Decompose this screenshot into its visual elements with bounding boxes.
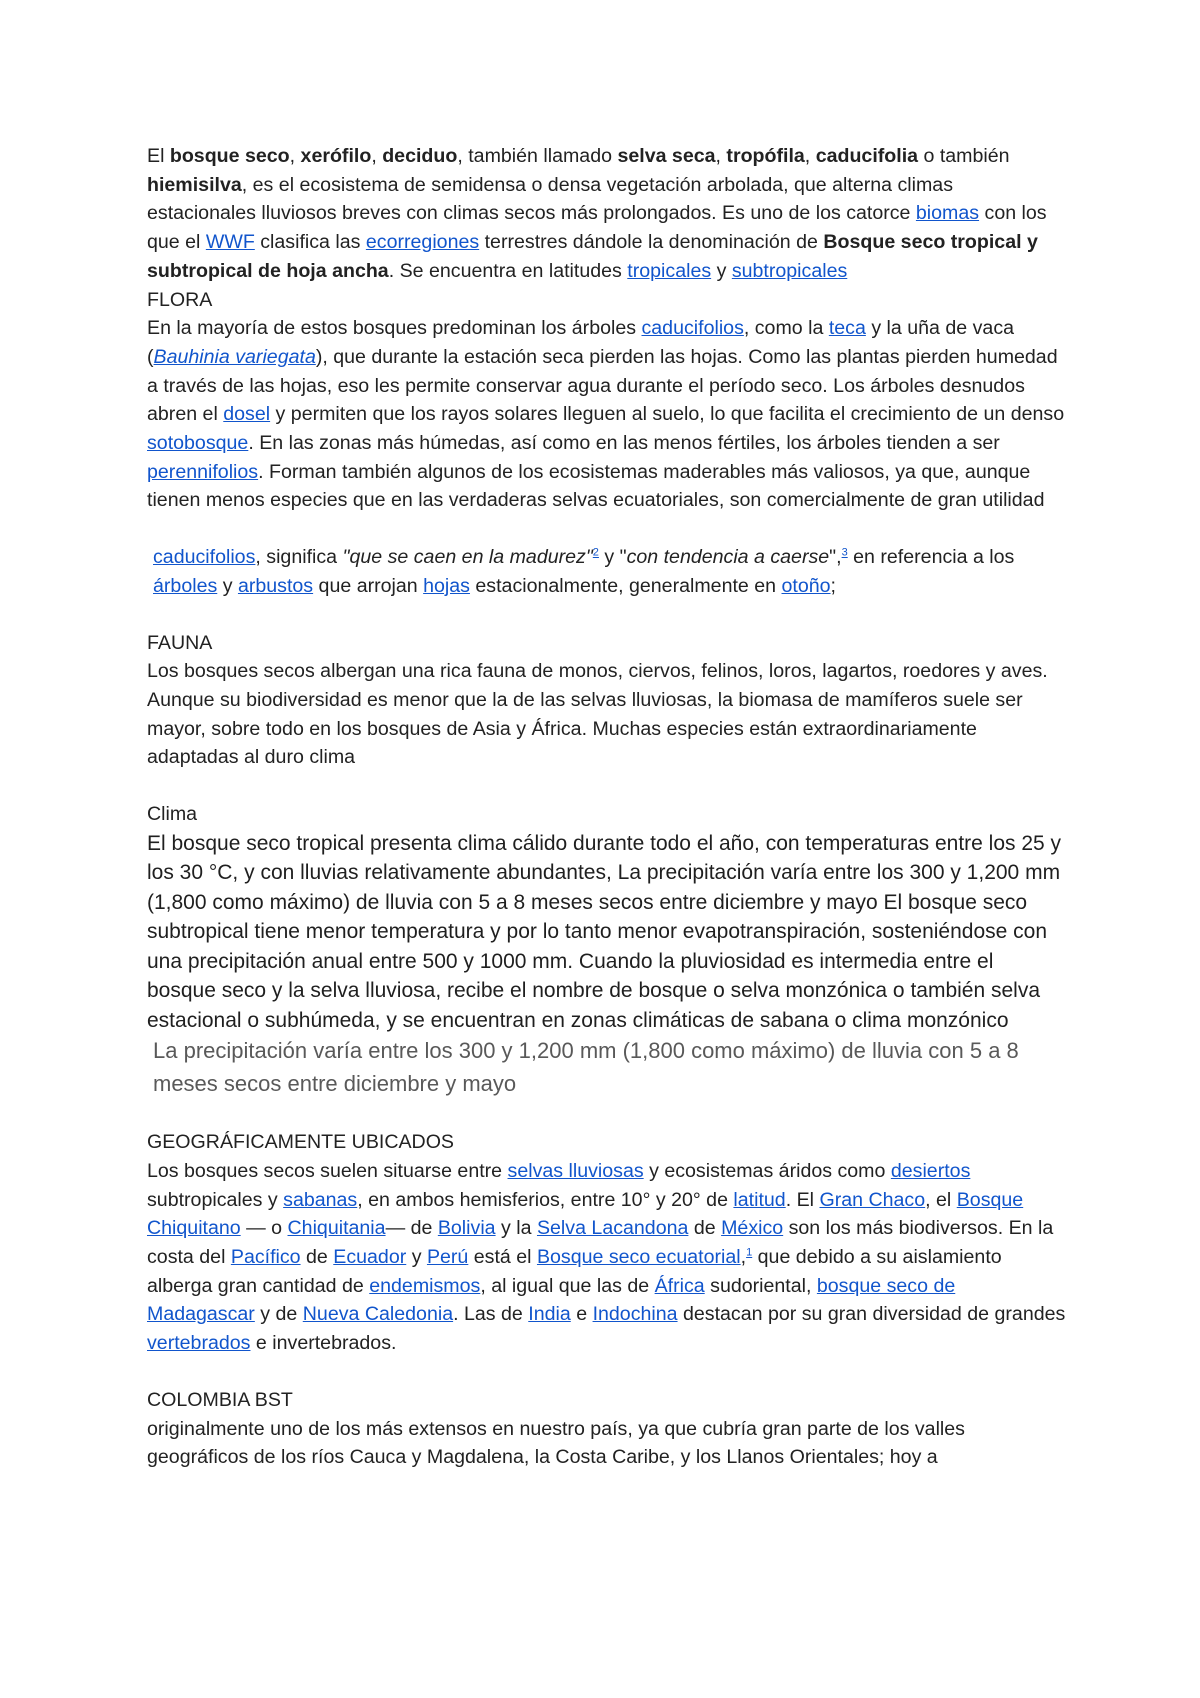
text: estacionalmente, generalmente en [469,574,782,597]
link-latitud[interactable]: latitud [733,1188,786,1211]
text: y la [495,1217,537,1240]
text: , como la [743,317,829,340]
text: clasifica las [254,231,366,254]
text: y permiten que los rayos solares lleguen al suelo, lo que facilita el crecimiento de un denso [270,403,1065,426]
bold-term: xerófilo [300,145,372,167]
text: . Se encuentra en latitudes [388,259,628,282]
link-teca[interactable]: teca [828,317,866,340]
text: o también [918,145,1010,167]
text: destacan por su gran diversidad de grandes [677,1303,1066,1326]
link-arboles[interactable]: árboles [153,574,218,597]
link-vertebrados[interactable]: vertebrados [147,1332,251,1355]
footnote-ref-1[interactable]: 1 [746,1246,753,1259]
caducifolios-paragraph [147,543,1067,600]
text: y la uña de vaca ( [147,317,1015,368]
text: . El [785,1188,820,1211]
text: con los que el [147,202,1047,254]
link-arbustos[interactable]: arbustos [237,574,314,597]
bold-term: hiemisilva [147,173,242,196]
link-tropicales[interactable]: tropicales [627,259,712,282]
colombia-paragraph: originalmente uno de los más extensos en nuestro país, ya que cubría gran parte de los valles geográficos de los ríos Cauca y Magdalena, la Costa Caribe, y los Llanos Orientales; hoy a [147,1417,965,1469]
text: , al igual que las de [480,1274,655,1297]
text: ), que durante la estación seca pierden las hojas. Como las plantas pierden humedad a través de las hojas, eso les permite conservar agua durante el período seco. Los árboles desnudos abren el [147,345,1058,426]
text: de [688,1217,722,1240]
text: — de [385,1217,438,1240]
link-nueva-caledonia[interactable]: Nueva Caledonia [302,1303,454,1326]
link-selva-lacandona[interactable]: Selva Lacandona [536,1217,689,1240]
link-sabanas[interactable]: sabanas [283,1188,358,1211]
link-perennifolios[interactable]: perennifolios [147,460,259,483]
text: que arrojan [313,574,424,597]
link-bolivia[interactable]: Bolivia [437,1217,496,1240]
geo-heading: GEOGRÁFICAMENTE UBICADOS [147,1131,455,1154]
spacer [147,1358,1067,1386]
text: , [371,145,383,167]
link-dosel[interactable]: dosel [223,403,271,426]
link-africa[interactable]: África [654,1274,705,1297]
text: , el [925,1188,957,1211]
text: está el [468,1246,537,1269]
footnote-ref-2[interactable]: 2 [592,546,599,559]
bold-term: tropófila [726,145,805,167]
link-mexico[interactable]: México [721,1217,784,1240]
link-pacifico[interactable]: Pacífico [230,1246,301,1269]
text: son los más biodiversos. En la costa del [147,1217,1054,1269]
link-caducifolios-2[interactable]: caducifolios [153,546,256,569]
text: En la mayoría de estos bosques predominan los árboles [147,317,642,340]
clima-note: La precipitación varía entre los 300 y 1,200 mm (1,800 como máximo) de lluvia con 5 a 8 meses secos entre diciembre y mayo [153,1038,1019,1096]
italic-quote: con tendencia a caerse [626,546,830,569]
link-bosque-seco-ecuatorial[interactable]: Bosque seco ecuatorial [536,1246,741,1269]
link-selvas-lluviosas[interactable]: selvas lluviosas [507,1159,644,1182]
bold-term: bosque seco [169,145,290,167]
link-sotobosque[interactable]: sotobosque [147,432,249,455]
fauna-heading: FAUNA [147,631,213,654]
link-wwf[interactable]: WWF [205,231,255,254]
footnote-ref-3[interactable]: 3 [841,546,848,559]
text: y [711,259,732,282]
bold-term: caducifolia [815,145,919,167]
spacer [147,515,1067,543]
text: que debido a su aislamiento alberga gran cantidad de [147,1246,1002,1297]
link-bosque-chiquitano[interactable]: Bosque Chiquitano [147,1188,1024,1240]
text: ; [830,574,836,597]
document-page [147,142,1067,1472]
text: , [740,1246,747,1269]
link-desiertos[interactable]: desiertos [890,1159,971,1182]
link-ecuador[interactable]: Ecuador [333,1246,407,1269]
spacer [147,601,1067,629]
text: y ecosistemas áridos como [643,1159,891,1182]
clima-heading: Clima [147,803,198,826]
text: , [804,145,816,167]
bold-term: Bosque seco tropical y subtropical de hoja ancha [147,231,1038,282]
link-endemismos[interactable]: endemismos [369,1274,481,1297]
text: y [217,574,238,597]
text: , es el ecosistema de semidensa o densa vegetación arbolada, que alterna climas estacionales lluviosos breves con climas secos más prolongados. Es uno de los catorce [147,173,954,225]
text: — o [240,1217,288,1240]
text: . Las de [453,1303,529,1326]
text: subtropicales y [147,1188,284,1211]
text: , significa [255,546,343,569]
text: y " [598,546,627,569]
link-caducifolios[interactable]: caducifolios [641,317,744,340]
text: ", [829,546,842,569]
intro-paragraph [147,142,1067,286]
text: e [570,1303,593,1326]
flora-heading: FLORA [147,288,213,311]
clima-paragraph: El bosque seco tropical presenta clima cálido durante todo el año, con temperaturas entre los 25 y los 30 °C, y con lluvias relativamente abundantes, La precipitación varía entre los 300 y 1,200 mm (1,800 como máximo) de lluvia con 5 a 8 meses secos entre diciembre y mayo El bosque seco subtropical tiene menor temperatura y por lo tanto menor evapotranspiración, sosteniéndose con una precipitación anual entre 500 y 1000 mm. Cuando la pluviosidad es intermedia entre el bosque seco y la selva lluviosa, recibe el nombre de bosque o selva monzónica o también selva estacional o subhúmeda, y se encuentran en zonas climáticas de sabana o clima monzónico [147,831,1062,1032]
text: e invertebrados. [250,1332,397,1355]
link-peru[interactable]: Perú [426,1246,469,1269]
fauna-paragraph: Los bosques secos albergan una rica fauna de monos, ciervos, felinos, loros, lagartos, roedores y aves. Aunque su biodiversidad es menor que la de las selvas lluviosas, la biomasa de mamíferos suele ser mayor, sobre todo en los bosques de Asia y África. Muchas especies están extraordinariamente adaptadas al duro clima [147,660,1048,769]
text: , también llamado [457,145,618,167]
italic-quote: "que se caen en la madurez" [342,546,593,569]
link-hojas[interactable]: hojas [423,574,470,597]
link-india[interactable]: India [528,1303,571,1326]
link-indochina[interactable]: Indochina [592,1303,678,1326]
bold-term: deciduo [382,145,458,167]
bold-term: selva seca [617,145,716,167]
link-chiquitania[interactable]: Chiquitania [287,1217,386,1240]
text: en referencia a los [847,546,1015,569]
spacer [147,772,1067,800]
link-bosque-seco-madagascar[interactable]: bosque seco de Madagascar [147,1274,956,1326]
spacer [147,1100,1067,1128]
text: sudoriental, [704,1274,817,1297]
link-ecorregiones[interactable]: ecorregiones [365,231,480,254]
text: y [406,1246,427,1269]
text: , [289,145,301,167]
text: El [147,145,170,167]
text: terrestres dándole la denominación de [479,231,824,254]
link-otono[interactable]: otoño [781,574,831,597]
text: , [715,145,727,167]
text: . En las zonas más húmedas, así como en las menos fértiles, los árboles tienden a ser [248,432,1000,455]
text: . Forman también algunos de los ecosistemas maderables más valiosos, ya que, aunque tienen menos especies que en las verdaderas selvas ecuatoriales, son comercialmente de gran utilidad [147,460,1045,512]
text: Los bosques secos suelen situarse entre [147,1159,508,1182]
link-biomas[interactable]: biomas [915,202,980,225]
flora-paragraph [147,314,1067,515]
link-gran-chaco[interactable]: Gran Chaco [819,1188,926,1211]
link-subtropicales[interactable]: subtropicales [731,259,848,282]
link-bauhinia-variegata[interactable]: Bauhinia variegata [153,345,316,368]
colombia-heading: COLOMBIA BST [147,1388,293,1411]
text: , en ambos hemisferios, entre 10° y 20° de [357,1188,734,1211]
text: de [300,1246,334,1269]
text: y de [254,1303,303,1326]
geo-paragraph [147,1157,1067,1358]
